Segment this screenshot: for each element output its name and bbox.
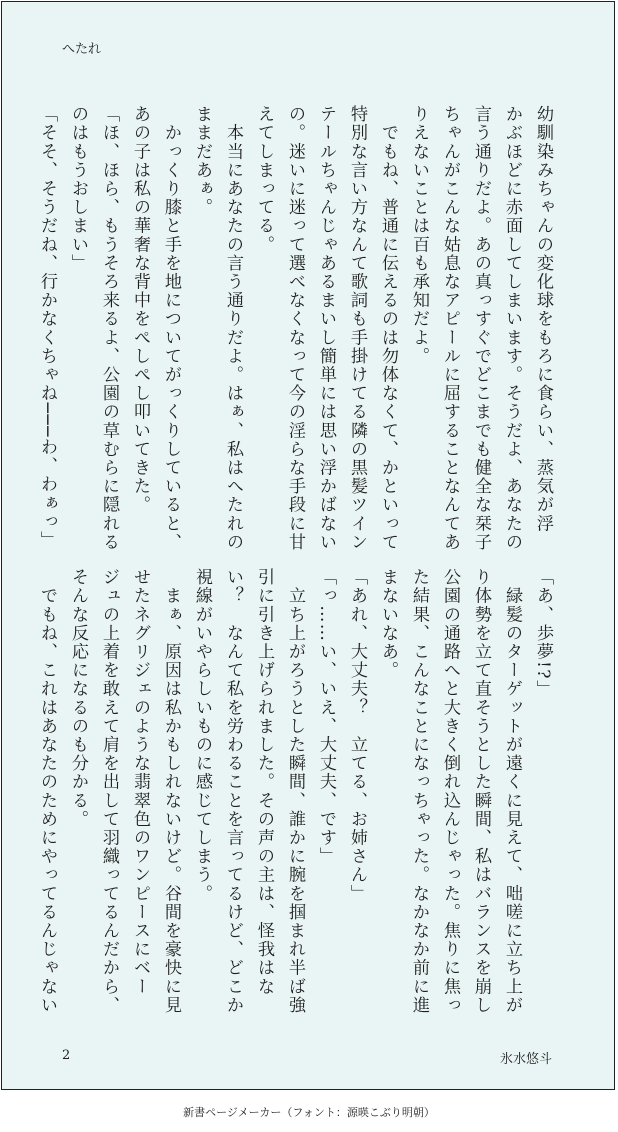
text-line: 公園の通路へと大きく倒れ込んじゃった。焦りに焦っ: [440, 568, 460, 1015]
text-line: まないなあ。: [378, 568, 398, 680]
text-line: 視線がいやらしいものに感じてしまう。: [192, 568, 212, 903]
running-head: へたれ: [62, 42, 102, 57]
text-line: 「あ、歩夢!?」: [533, 568, 553, 699]
text-line: 言う通りだよ。あの真っすぐでどこまでも健全な栞子: [471, 105, 491, 552]
text-line: 「ほ、ほら、もうそろ来るよ、公園の草むらに隠れる: [99, 105, 119, 552]
text-line: 「そそ、そうだね、行かなくちゃね───わ、わぁっ」: [37, 105, 57, 550]
generator-credit: 新書ページメーカー（フォント：源暎こぶり明朝）: [183, 1106, 435, 1119]
text-line: 緑髪のターゲットが遠くに見えて、咄嗟に立ち上が: [502, 568, 522, 1015]
text-line: でもね、これはあなたのためにやってるんじゃない: [37, 568, 57, 1015]
text-line: の。迷いに迷って選べなくなって今の淫らな手段に甘: [285, 105, 305, 552]
upper-text-column: [37, 105, 558, 552]
text-line: のはもうおしまい」: [68, 105, 88, 273]
text-line: かっくり膝と手を地についてがっくりしていると、: [161, 105, 181, 552]
text-line: ちゃんがこんな姑息なアピールに屈することなんてあ: [440, 105, 460, 552]
text-line: 「あれ、大丈夫？ 立てる、お姉さん」: [347, 568, 367, 903]
text-line: ままだあぁ。: [192, 105, 212, 217]
text-line: 立ち上がろうとした瞬間、誰かに腕を掴まれ半ば強: [285, 568, 305, 1015]
text-line: り体勢を立て直そうとした瞬間、私はバランスを崩し: [471, 568, 491, 1015]
text-line: い？ なんて私を労わることを言ってるけど、どこか: [223, 568, 243, 1015]
lower-text-column: [37, 568, 558, 1015]
author-name: 氷水悠斗: [500, 1052, 553, 1067]
text-line: 本当にあなたの言う通りだよ。はぁ、私はへたれの: [223, 105, 243, 552]
text-line: かぶほどに赤面してしまいます。そうだよ、あなたの: [502, 105, 522, 552]
text-line: そんな反応になるのも分かる。: [68, 568, 88, 829]
book-page: [1, 1, 615, 1090]
text-line: でもね、普通に伝えるのは勿体なくて、かといって: [378, 105, 398, 552]
text-line: えてしまってる。: [254, 105, 274, 254]
text-line: 「っ……い、いえ、大丈夫、です」: [316, 568, 336, 866]
text-line: ジュの上着を敢えて肩を出して羽織ってるんだから、: [99, 568, 119, 1015]
text-line: テールちゃんじゃあるまいし簡単には思い浮かばない: [316, 105, 336, 552]
page-number: 2: [62, 1048, 71, 1063]
text-line: あの子は私の華奢な背中をぺしぺし叩いてきた。: [130, 105, 150, 515]
text-line: 幼馴染みちゃんの変化球をもろに食らい、蒸気が浮: [533, 105, 553, 533]
text-line: せたネグリジェのような翡翠色のワンピースにベー: [130, 568, 150, 996]
text-line: 特別な言い方なんて歌詞も手掛けてる隣の黒髪ツイン: [347, 105, 367, 552]
text-line: 引に引き上げられました。その声の主は、怪我はな: [254, 568, 274, 996]
text-line: まぁ、原因は私かもしれないけど。谷間を豪快に見: [161, 568, 181, 1015]
text-line: りえないことは百も承知だよ。: [409, 105, 429, 366]
text-line: た結果、こんなことになっちゃった。なかなか前に進: [409, 568, 429, 1015]
